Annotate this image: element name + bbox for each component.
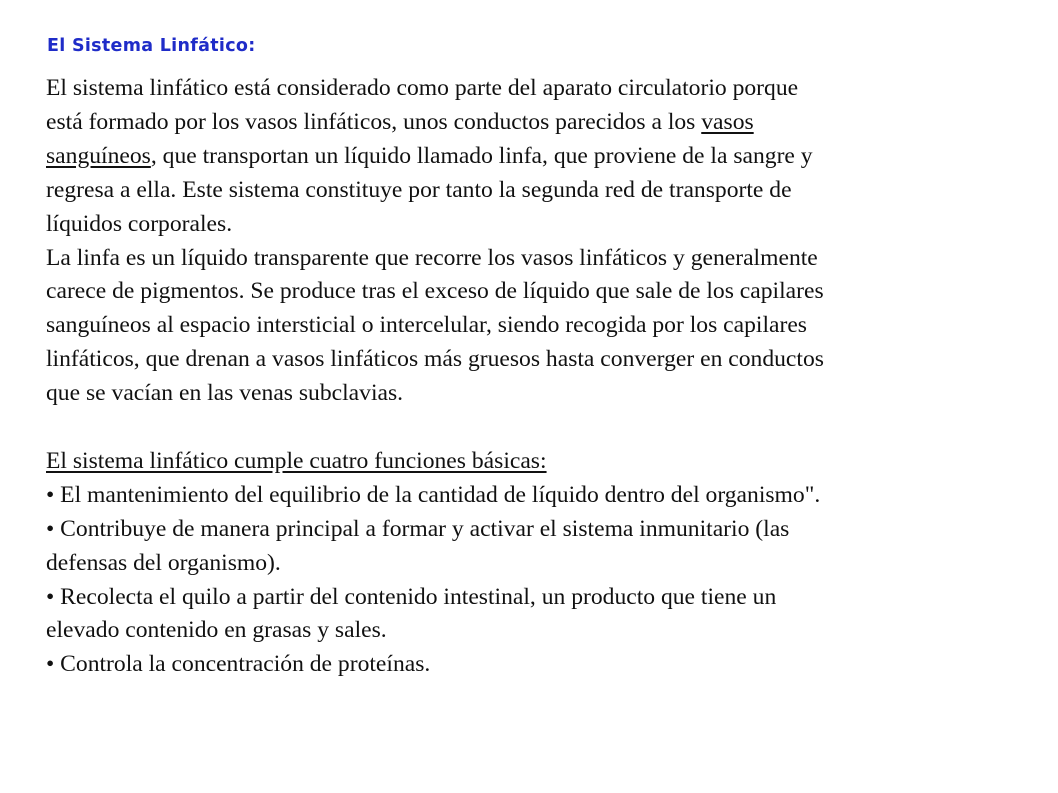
function-item: • Recolecta el quilo a partir del contenido intestinal, un producto que tiene un: [46, 583, 777, 610]
paragraph-lymphatic-system: [46, 72, 1036, 242]
text-line: carece de pigmentos. Se produce tras el exceso de líquido que sale de los capilares: [46, 278, 824, 305]
function-item: • Controla la concentración de proteínas.: [46, 651, 431, 678]
slide-body: [46, 72, 1036, 682]
functions-section: [46, 445, 1036, 682]
paragraph-lymph: [46, 242, 1036, 412]
text-line: regresa a ella. Este sistema constituye por tanto la segunda red de transporte de: [46, 176, 792, 203]
text-line: El sistema linfático está considerado como parte del aparato circulatorio porque: [46, 75, 799, 101]
text-line: líquidos corporales.: [46, 210, 233, 237]
text-line: [46, 140, 1036, 174]
function-item: • Contribuye de manera principal a formar y activar el sistema inmunitario (las: [46, 515, 790, 542]
function-item-continuation: defensas del organismo).: [46, 549, 281, 576]
text-line: sanguíneos al espacio intersticial o intercelular, siendo recogida por los capilares: [46, 312, 807, 339]
text-line: linfáticos, que drenan a vasos linfáticos más gruesos hasta converger en conductos: [46, 346, 824, 373]
link-vasos[interactable]: vasos: [701, 108, 754, 135]
slide-title: El Sistema Linfático:: [47, 36, 256, 56]
link-sanguineos[interactable]: sanguíneos: [46, 142, 151, 169]
text-line: que se vacían en las venas subclavias.: [46, 380, 404, 407]
text-segment: , que transportan un líquido llamado linfa, que proviene de la sangre y: [150, 142, 813, 169]
paragraph-spacer: [46, 411, 1036, 445]
text-line: [46, 106, 1036, 140]
function-item-continuation: elevado contenido en grasas y sales.: [46, 617, 387, 644]
functions-heading: El sistema linfático cumple cuatro funciones básicas:: [46, 447, 547, 474]
text-segment: está formado por los vasos linfáticos, unos conductos parecidos a los: [46, 108, 702, 135]
function-item: • El mantenimiento del equilibrio de la cantidad de líquido dentro del organismo".: [46, 481, 821, 508]
text-line: La linfa es un líquido transparente que recorre los vasos linfáticos y generalmente: [46, 244, 818, 271]
